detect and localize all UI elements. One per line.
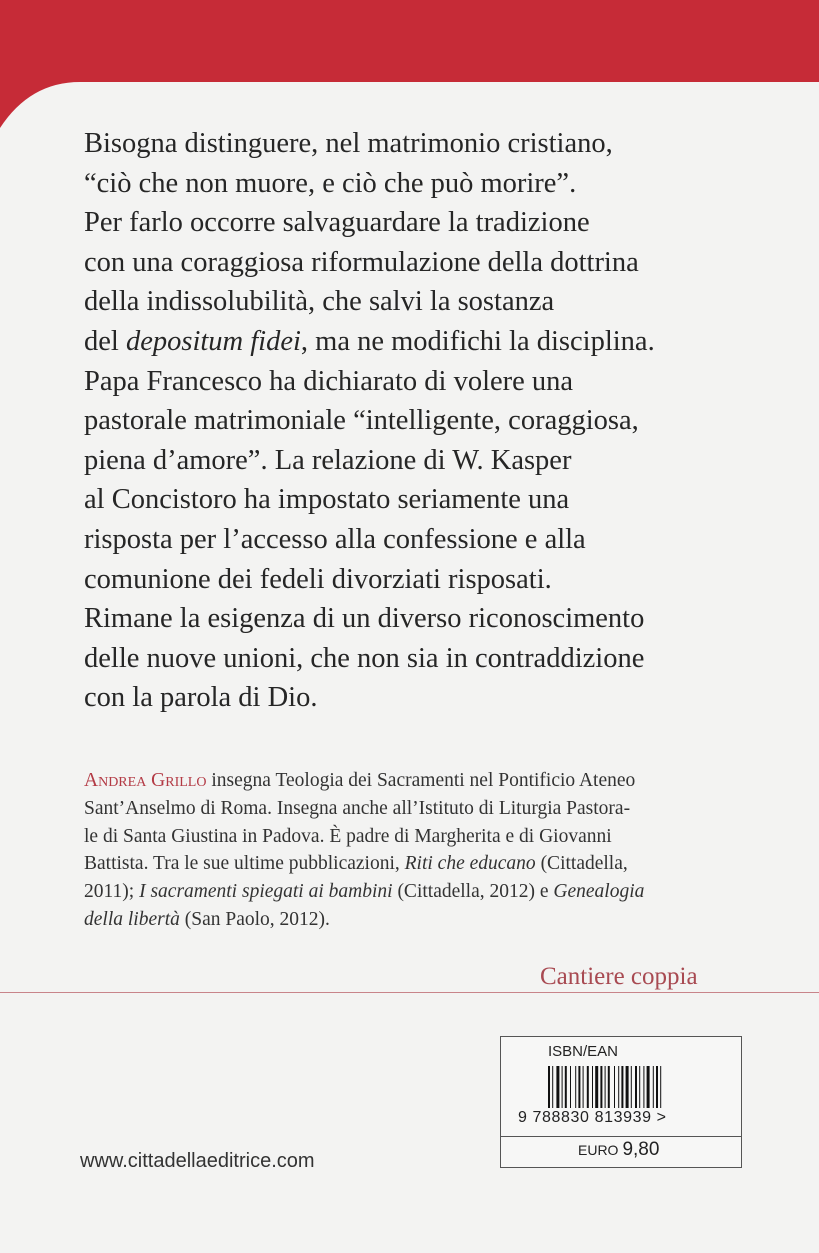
bio-text: 2011); — [84, 881, 140, 903]
blurb-line — [84, 322, 804, 362]
book-title: della libertà — [84, 908, 180, 930]
divider-rule — [0, 992, 819, 993]
price-amount: 9,80 — [622, 1139, 660, 1160]
book-title: Genealogia — [553, 881, 645, 903]
bio-text: insegna Teologia dei Sacramenti nel Pontificio Ateneo — [206, 770, 636, 791]
blurb-italic-term: depositum fidei — [125, 325, 301, 357]
blurb-line: Papa Francesco ha dichiarato di volere una — [84, 365, 574, 397]
bio-line: le di Santa Giustina in Padova. È padre di Margherita e di Giovanni — [84, 825, 612, 847]
blurb-line: al Concistoro ha impostato seriamente una — [84, 484, 570, 516]
isbn-label: ISBN/EAN — [548, 1043, 619, 1060]
publisher-website: www.cittadellaeditrice.com — [80, 1150, 315, 1172]
ean-number: 9 788830 813939 > — [518, 1109, 667, 1126]
blurb-line: con la parola di Dio. — [84, 682, 318, 714]
blurb-line: comunione dei fedeli divorziati risposati. — [84, 563, 552, 595]
blurb-line: con una coraggiosa riformulazione della dottrina — [84, 246, 639, 278]
blurb-text: , ma ne modifichi la disciplina. — [300, 325, 655, 357]
price-divider — [500, 1136, 742, 1137]
bio-text: Battista. Tra le sue ultime pubblicazioni, — [84, 853, 405, 875]
bio-text: (Cittadella, 2012) e — [392, 881, 554, 903]
price — [578, 1139, 659, 1161]
blurb-line: Bisogna distinguere, nel matrimonio cristiano, — [84, 128, 613, 159]
currency: EURO — [578, 1142, 619, 1158]
barcode-icon — [548, 1066, 698, 1108]
blurb-line: “ciò che non muore, e ciò che può morire”. — [84, 167, 577, 199]
blurb-line: delle nuove unioni, che non sia in contraddizione — [84, 642, 645, 674]
red-header-band — [0, 0, 819, 140]
back-cover-blurb — [84, 124, 804, 718]
bio-line — [84, 878, 774, 906]
blurb-line: piena d’amore”. La relazione di W. Kasper — [84, 444, 572, 476]
blurb-line: della indissolubilità, che salvi la sostanza — [84, 286, 555, 318]
bio-line: Sant’Anselmo di Roma. Insegna anche all’Istituto di Liturgia Pastora- — [84, 797, 631, 819]
blurb-line: Rimane la esigenza di un diverso riconoscimento — [84, 603, 645, 635]
bio-line — [84, 906, 774, 934]
author-name: Andrea Grillo — [84, 770, 207, 791]
bio-text: (Cittadella, — [535, 853, 628, 875]
bio-line — [84, 767, 774, 795]
bio-text: (San Paolo, 2012). — [179, 908, 330, 930]
blurb-text: del — [84, 325, 126, 357]
blurb-line: pastorale matrimoniale “intelligente, coraggiosa, — [84, 405, 639, 437]
blurb-line: Per farlo occorre salvaguardare la tradizione — [84, 207, 590, 239]
series-name: Cantiere coppia — [540, 963, 698, 990]
bio-line — [84, 850, 774, 878]
blurb-line: risposta per l’accesso alla confessione e alla — [84, 523, 586, 555]
book-title: Riti che educano — [404, 853, 536, 875]
author-bio — [84, 767, 774, 934]
book-title: I sacramenti spiegati ai bambini — [139, 881, 393, 903]
